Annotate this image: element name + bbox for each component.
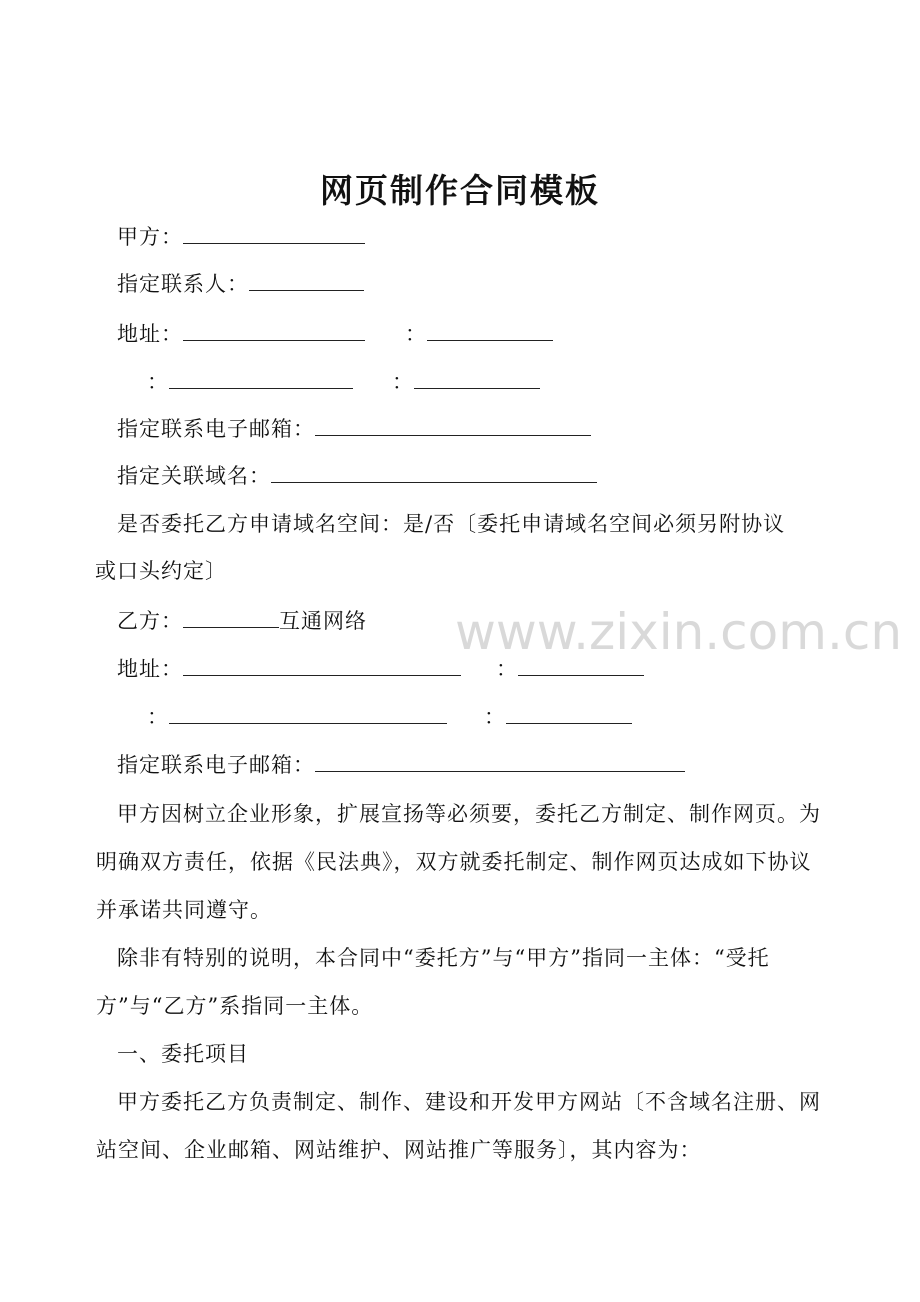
colon-label: ： [484, 705, 506, 729]
party-b-address-line [117, 656, 461, 682]
party-b-extra-field-2 [147, 704, 447, 730]
extra-blank[interactable] [414, 370, 540, 389]
party-a-label: 甲方： [117, 225, 183, 249]
section-heading-1: 一、委托项目 [117, 1042, 249, 1066]
domain-line [117, 463, 597, 489]
party-b-label: 乙方： [117, 609, 183, 633]
entrust-domain-line-2: 或口头约定〕 [95, 559, 227, 583]
party-a-blank[interactable] [183, 225, 365, 244]
entrust-domain-line-1: 是否委托乙方申请域名空间：是/否〔委托申请域名空间必须另附协议 [117, 512, 786, 536]
party-b-line [117, 608, 367, 634]
contact-blank[interactable] [249, 272, 364, 291]
contact-label: 指定联系人： [117, 272, 249, 296]
extra-blank[interactable] [169, 705, 447, 724]
party-b-address-blank[interactable] [183, 657, 461, 676]
paragraph-definitions: 除非有特别的说明，本合同中“委托方”与“甲方”指同一主体：“受托方”与“乙方”系指同一主体。 [96, 946, 770, 1018]
party-a-email-blank[interactable] [315, 417, 591, 436]
domain-label: 指定关联域名： [117, 464, 271, 488]
party-b-email-blank[interactable] [315, 753, 685, 772]
party-a-email-label: 指定联系电子邮箱： [117, 417, 315, 441]
colon-label: ： [147, 705, 169, 729]
contact-line [117, 271, 364, 297]
party-b-email-line [117, 752, 685, 778]
party-b-email-label: 指定联系电子邮箱： [117, 753, 315, 777]
extra-blank[interactable] [169, 370, 353, 389]
party-b-extra-field-3 [484, 704, 632, 730]
party-b-address-label: 地址： [117, 657, 183, 681]
paragraph-scope: 甲方委托乙方负责制定、制作、建设和开发甲方网站〔不含域名注册、网站空间、企业邮箱、网站维护、网站推广等服务〕，其内容为： [96, 1090, 821, 1162]
party-a-extra-field-1 [405, 321, 553, 347]
party-a-address-line [117, 321, 365, 347]
party-a-extra-field-2 [147, 369, 353, 395]
party-b-blank[interactable] [183, 609, 279, 628]
colon-label: ： [496, 657, 518, 681]
colon-label: ： [405, 322, 427, 346]
watermark: www.zixin.com.cn [455, 603, 903, 661]
colon-label: ： [147, 370, 169, 394]
party-a-email-line [117, 416, 591, 442]
extra-blank[interactable] [506, 705, 632, 724]
party-a-line [117, 224, 365, 250]
party-a-address-blank[interactable] [183, 322, 365, 341]
extra-blank[interactable] [427, 322, 553, 341]
document-title: 网页制作合同模板 [320, 171, 600, 210]
party-b-name: 互通网络 [279, 609, 367, 633]
paragraph-purpose: 甲方因树立企业形象，扩展宣扬等必须要，委托乙方制定、制作网页。为明确双方责任，依据《民法典》，双方就委托制定、制作网页达成如下协议并承诺共同遵守。 [96, 802, 821, 922]
party-a-extra-field-3 [392, 369, 540, 395]
domain-blank[interactable] [271, 464, 597, 483]
party-a-address-label: 地址： [117, 322, 183, 346]
colon-label: ： [392, 370, 414, 394]
